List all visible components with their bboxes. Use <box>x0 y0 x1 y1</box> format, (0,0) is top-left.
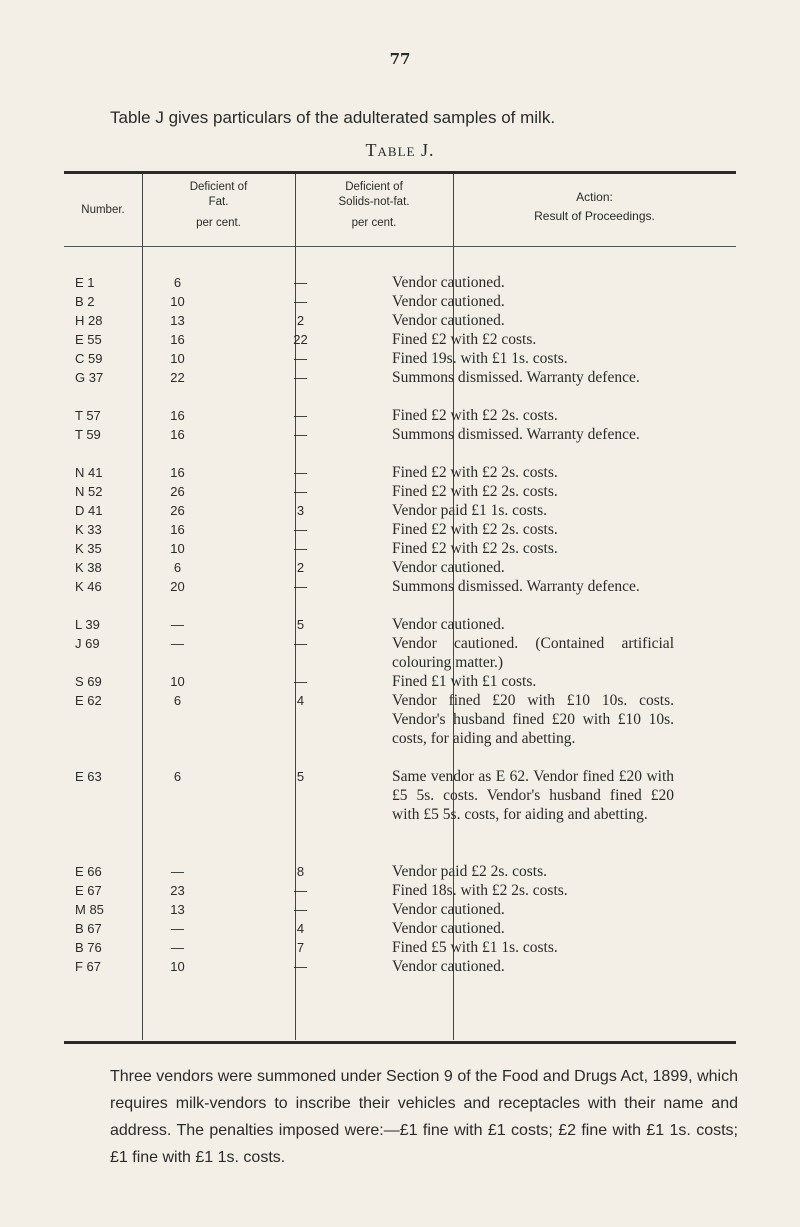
row-action: Fined £1 with £1 costs. <box>392 673 537 690</box>
row-fat: 20 <box>170 579 185 594</box>
row-snf: — <box>294 370 307 385</box>
header-number: Number. <box>81 204 125 216</box>
row-action: Summons dismissed. Warranty defence. <box>392 426 640 443</box>
page-number: 77 <box>389 50 411 68</box>
row-action: Fined £5 with £1 1s. costs. <box>392 939 558 956</box>
row-fat: 10 <box>170 674 185 689</box>
row-fat: — <box>171 940 184 955</box>
row-number: E 55 <box>75 332 102 347</box>
row-fat: 16 <box>170 408 185 423</box>
row-number: E 67 <box>75 883 102 898</box>
table-row <box>64 957 736 976</box>
row-number: F 67 <box>75 959 102 974</box>
table-row <box>64 368 736 406</box>
row-snf: — <box>294 465 307 480</box>
row-fat: — <box>171 864 184 879</box>
row-snf: — <box>294 294 307 309</box>
row-fat: 26 <box>170 484 185 499</box>
row-action: Same vendor as E 62. Vendor fined £20 with £5 5s. costs. Vendor's husband fined £20 with £5 5s. costs, for aiding and abetting. <box>392 768 674 823</box>
row-fat: 10 <box>170 351 185 366</box>
row-fat: — <box>171 636 184 651</box>
table-row <box>64 881 736 900</box>
table-title: Table J. <box>365 140 435 160</box>
row-snf: — <box>294 959 307 974</box>
header-fat: Deficient of Fat. per cent. <box>189 181 248 229</box>
row-snf: — <box>294 674 307 689</box>
row-fat: 16 <box>170 522 185 537</box>
table-row <box>64 349 736 368</box>
table-body <box>64 273 736 976</box>
row-action: Vendor paid £1 1s. costs. <box>392 502 547 519</box>
row-number: B 2 <box>75 294 95 309</box>
row-action: Vendor cautioned. (Contained artificial colouring matter.) <box>392 635 674 671</box>
row-snf: — <box>294 427 307 442</box>
row-snf: 5 <box>296 617 305 632</box>
row-action: Vendor paid £2 2s. costs. <box>392 863 547 880</box>
row-number: L 39 <box>75 617 100 632</box>
row-snf: — <box>294 522 307 537</box>
row-fat: 16 <box>170 427 185 442</box>
intro-text: Table J gives particulars of the adulterated samples of milk. <box>110 108 556 127</box>
row-fat: 13 <box>170 313 185 328</box>
table-row <box>64 330 736 349</box>
row-number: E 62 <box>75 693 102 708</box>
row-number: E 1 <box>75 275 95 290</box>
row-action: Fined £2 with £2 2s. costs. <box>392 483 558 500</box>
row-snf: 7 <box>296 940 305 955</box>
row-fat: 10 <box>170 959 185 974</box>
row-action: Fined 19s. with £1 1s. costs. <box>392 350 568 367</box>
row-snf: — <box>294 579 307 594</box>
row-action: Vendor cautioned. <box>392 920 505 937</box>
row-action: Vendor cautioned. <box>392 312 505 329</box>
row-action: Vendor cautioned. <box>392 901 505 918</box>
table-bottom-rule <box>64 1041 736 1044</box>
row-action: Vendor cautioned. <box>392 274 505 291</box>
row-fat: 13 <box>170 902 185 917</box>
table-row <box>64 292 736 311</box>
row-action: Fined 18s. with £2 2s. costs. <box>392 882 568 899</box>
row-snf: 4 <box>296 693 305 708</box>
row-number: K 35 <box>75 541 102 556</box>
header-rule <box>64 246 736 247</box>
row-snf: 3 <box>296 503 305 518</box>
row-snf: 8 <box>296 864 305 879</box>
row-fat: — <box>171 617 184 632</box>
header-action: Action: Result of Proceedings. <box>534 190 655 223</box>
row-number: J 69 <box>75 636 100 651</box>
row-action: Fined £2 with £2 2s. costs. <box>392 407 558 424</box>
row-number: M 85 <box>75 902 104 917</box>
row-number: K 38 <box>75 560 102 575</box>
row-number: S 69 <box>75 674 102 689</box>
row-number: B 76 <box>75 940 102 955</box>
row-fat: 6 <box>173 693 182 708</box>
row-number: E 66 <box>75 864 102 879</box>
row-fat: 6 <box>173 275 182 290</box>
row-fat: 22 <box>170 370 185 385</box>
row-action: Vendor cautioned. <box>392 559 505 576</box>
row-fat: 16 <box>170 465 185 480</box>
row-number: E 63 <box>75 769 102 784</box>
table-row <box>64 767 736 862</box>
footer-paragraph: Three vendors were summoned under Section 9 of the Food and Drugs Act, 1899, which requires milk-vendors to inscribe their vehicles and receptacles with their name and address. The penalties imposed were:—£1 fine with £1 costs; £2 fine with £1 1s. costs; £1 fine with £1 1s. costs. <box>110 1068 738 1166</box>
row-snf: — <box>294 636 307 651</box>
table-top-rule <box>64 171 736 174</box>
row-number: D 41 <box>75 503 103 518</box>
row-action: Vendor fined £20 with £10 10s. costs. Vendor's husband fined £20 with £10 10s. costs, for aiding and abetting. <box>392 692 674 747</box>
table-row <box>64 615 736 634</box>
table-row <box>64 539 736 558</box>
row-action: Fined £2 with £2 costs. <box>392 331 537 348</box>
table-row <box>64 919 736 938</box>
row-snf: — <box>294 408 307 423</box>
table-row <box>64 558 736 577</box>
row-snf: 5 <box>296 769 305 784</box>
row-action: Vendor cautioned. <box>392 616 505 633</box>
row-action: Summons dismissed. Warranty defence. <box>392 578 640 595</box>
row-snf: — <box>294 351 307 366</box>
table-row <box>64 501 736 520</box>
table-row <box>64 520 736 539</box>
row-number: B 67 <box>75 921 102 936</box>
row-fat: 6 <box>173 769 182 784</box>
row-number: N 41 <box>75 465 103 480</box>
row-action: Fined £2 with £2 2s. costs. <box>392 464 558 481</box>
row-snf: 22 <box>293 332 308 347</box>
row-action: Summons dismissed. Warranty defence. <box>392 369 640 386</box>
row-number: T 57 <box>75 408 101 423</box>
row-snf: — <box>294 902 307 917</box>
row-number: G 37 <box>75 370 104 385</box>
row-number: T 59 <box>75 427 101 442</box>
table-row <box>64 406 736 425</box>
row-action: Fined £2 with £2 2s. costs. <box>392 540 558 557</box>
table-row <box>64 273 736 292</box>
row-snf: — <box>294 275 307 290</box>
table-row <box>64 691 736 767</box>
row-fat: 26 <box>170 503 185 518</box>
row-fat: — <box>171 921 184 936</box>
row-snf: 2 <box>296 560 305 575</box>
row-snf: — <box>294 883 307 898</box>
table-row <box>64 900 736 919</box>
row-fat: 16 <box>170 332 185 347</box>
row-fat: 10 <box>170 294 185 309</box>
row-number: K 46 <box>75 579 102 594</box>
table-row <box>64 482 736 501</box>
row-number: C 59 <box>75 351 103 366</box>
row-fat: 6 <box>173 560 182 575</box>
row-number: H 28 <box>75 313 103 328</box>
row-fat: 23 <box>170 883 185 898</box>
table-row <box>64 672 736 691</box>
row-action: Vendor cautioned. <box>392 293 505 310</box>
row-action: Fined £2 with £2 2s. costs. <box>392 521 558 538</box>
row-number: N 52 <box>75 484 103 499</box>
header-snf: Deficient of Solids-not-fat. per cent. <box>338 181 410 229</box>
row-snf: 4 <box>296 921 305 936</box>
table-row <box>64 425 736 463</box>
row-action: Vendor cautioned. <box>392 958 505 975</box>
row-snf: — <box>294 484 307 499</box>
table-row <box>64 634 736 672</box>
table-row <box>64 938 736 957</box>
row-snf: 2 <box>296 313 305 328</box>
table-row <box>64 862 736 881</box>
table-row <box>64 311 736 330</box>
table-row <box>64 463 736 482</box>
row-number: K 33 <box>75 522 102 537</box>
row-fat: 10 <box>170 541 185 556</box>
table-row <box>64 577 736 615</box>
row-snf: — <box>294 541 307 556</box>
